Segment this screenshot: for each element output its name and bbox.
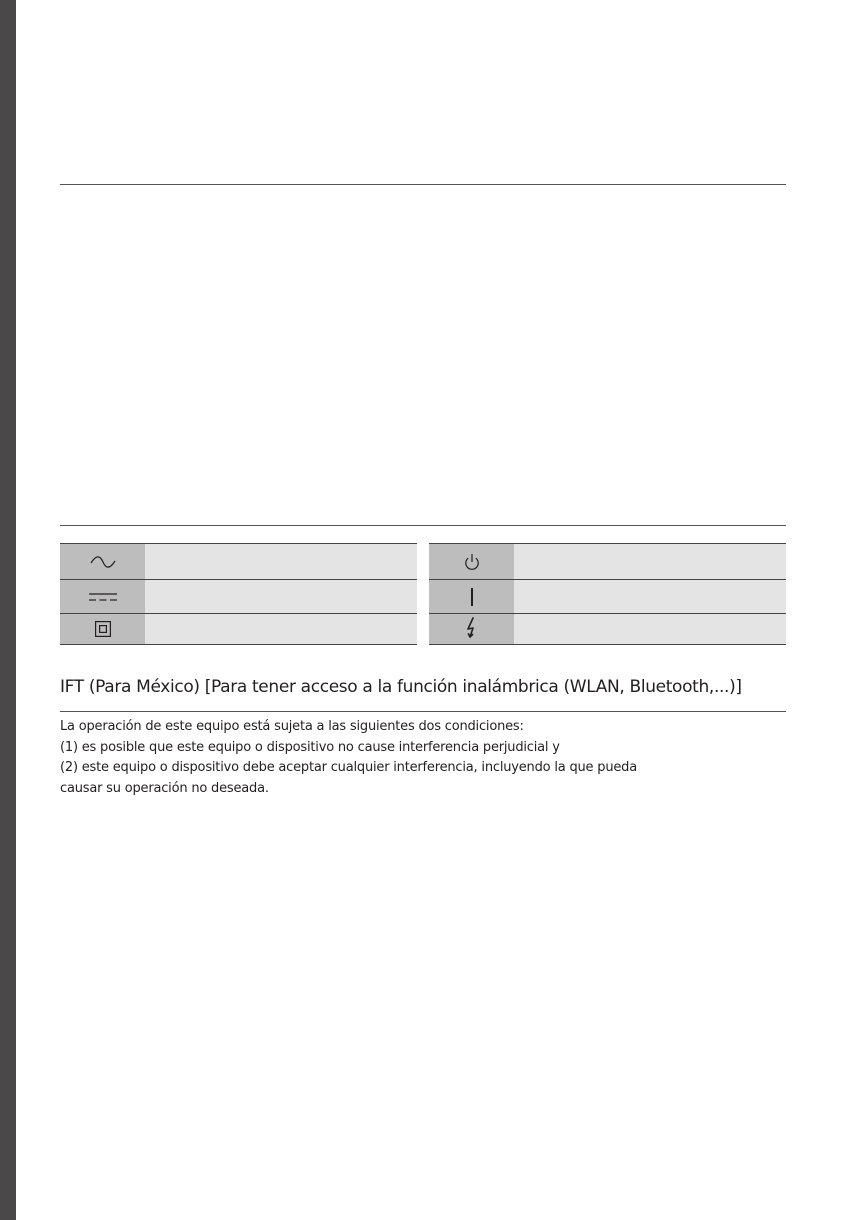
symbol-description xyxy=(514,580,786,613)
symbol-description xyxy=(145,580,417,613)
section-divider-symbols xyxy=(60,525,786,526)
ift-title-lead: IFT (Para México) xyxy=(60,677,200,697)
dangerous-voltage-icon xyxy=(465,617,479,641)
table-row xyxy=(60,544,417,580)
symbol-cell xyxy=(429,580,514,613)
ift-line: (1) es posible que este equipo o dispositivo no cause interferencia perjudicial y xyxy=(60,739,560,755)
symbol-cell xyxy=(429,614,514,644)
table-row xyxy=(60,614,417,645)
ift-line: (2) este equipo o dispositivo debe aceptar cualquier interferencia, incluyendo la que pueda xyxy=(60,760,637,775)
ift-line: causar su operación no deseada. xyxy=(60,780,269,796)
symbol-description xyxy=(514,614,786,644)
dc-current-icon xyxy=(88,592,118,602)
page-edge-bar xyxy=(0,0,16,1220)
table-row xyxy=(429,614,786,645)
symbol-cell xyxy=(60,544,145,579)
symbol-cell xyxy=(60,580,145,613)
table-row xyxy=(60,580,417,614)
table-row xyxy=(429,544,786,580)
ift-title-rest: [Para tener acceso a la función inalámbrica (WLAN, Bluetooth,...)] xyxy=(204,677,742,697)
ac-current-icon xyxy=(90,556,116,568)
table-row xyxy=(429,580,786,614)
symbol-description xyxy=(514,544,786,579)
symbol-cell xyxy=(429,544,514,579)
symbol-cell xyxy=(60,614,145,644)
ift-section-title xyxy=(60,677,742,697)
symbol-table-left xyxy=(60,543,417,645)
symbol-description xyxy=(145,544,417,579)
section-divider-top xyxy=(60,184,786,185)
symbol-description xyxy=(145,614,417,644)
section-divider-ift xyxy=(60,711,786,712)
ift-body xyxy=(60,717,780,799)
symbol-table-right xyxy=(429,543,786,645)
power-on-icon xyxy=(469,587,475,607)
standby-icon xyxy=(464,553,480,571)
ift-line: La operación de este equipo está sujeta a las siguientes dos condiciones: xyxy=(60,719,524,734)
class-ii-icon xyxy=(95,621,111,637)
